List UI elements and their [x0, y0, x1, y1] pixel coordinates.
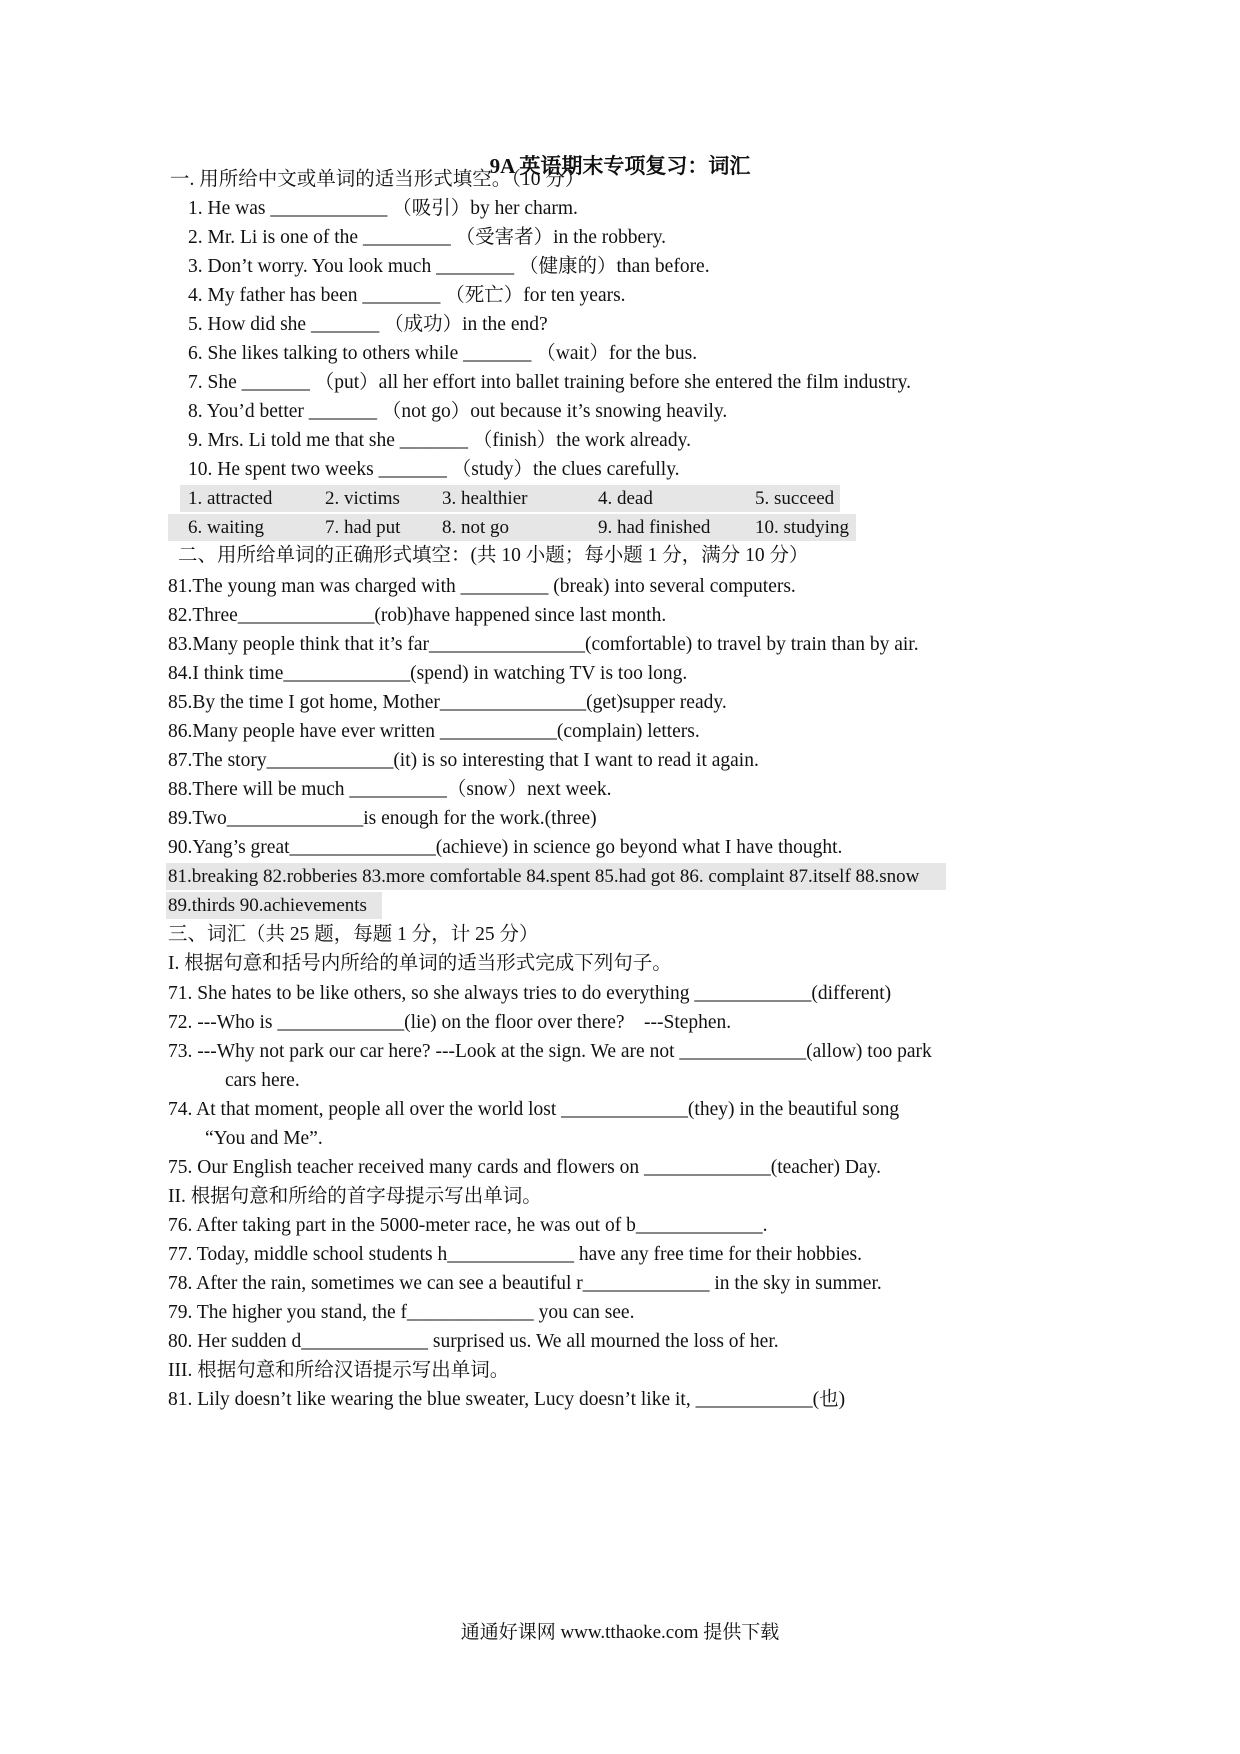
question-line: 7. She _______ （put）all her effort into ballet training before she entered the film industry.	[188, 372, 911, 393]
answer-item: 8. not go	[442, 517, 510, 538]
question-line: 90.Yang’s great_______________(achieve) in science go beyond what I have thought.	[168, 837, 843, 858]
question-line: 72. ---Who is _____________(lie) on the floor over there? ---Stephen.	[168, 1012, 732, 1033]
answer-item: 7. had put	[325, 517, 401, 538]
answer-item: 6. waiting	[188, 517, 264, 538]
page-footer: 通通好课网 www.tthaoke.com 提供下载	[460, 1622, 780, 1643]
section-1-heading: 一. 用所给中文或单词的适当形式填空。（10 分）	[170, 169, 585, 190]
section-2-heading: 二、用所给单词的正确形式填空：(共 10 小题；每小题 1 分，满分 10 分）	[178, 545, 809, 566]
part-3-heading: III. 根据句意和所给汉语提示写出单词。	[168, 1360, 510, 1381]
answer-highlight	[168, 514, 856, 541]
question-line: 10. He spent two weeks _______ （study）the clues carefully.	[188, 459, 680, 480]
section-3-heading: 三、词汇（共 25 题，每题 1 分，计 25 分）	[168, 924, 539, 945]
question-line: 3. Don’t worry. You look much ________ （健康的）than before.	[188, 256, 710, 277]
answer-item: 5. succeed	[755, 488, 835, 509]
answer-line: 81.breaking 82.robberies 83.more comfortable 84.spent 85.had got 86. complaint 87.itself 88.snow	[168, 866, 920, 887]
question-line: 9. Mrs. Li told me that she _______ （finish）the work already.	[188, 430, 691, 451]
page-title: 9A 英语期末专项复习：词汇	[489, 154, 751, 178]
question-line: 87.The story_____________(it) is so interesting that I want to read it again.	[168, 750, 759, 771]
question-line: 73. ---Why not park our car here? ---Look at the sign. We are not _____________(allow) too park	[168, 1041, 932, 1062]
question-line: 74. At that moment, people all over the world lost _____________(they) in the beautiful song	[168, 1099, 900, 1120]
answer-item: 2. victims	[325, 488, 400, 509]
question-line: 89.Two______________is enough for the work.(three)	[168, 808, 597, 829]
answer-item: 1. attracted	[188, 488, 273, 509]
answer-item: 4. dead	[598, 488, 653, 509]
question-line: 85.By the time I got home, Mother_______________(get)supper ready.	[168, 692, 727, 713]
question-line: 4. My father has been ________ （死亡）for ten years.	[188, 285, 626, 306]
question-line: 82.Three______________(rob)have happened since last month.	[168, 605, 667, 626]
question-line: 78. After the rain, sometimes we can see a beautiful r_____________ in the sky in summer.	[168, 1273, 882, 1294]
question-line: 79. The higher you stand, the f_____________ you can see.	[168, 1302, 635, 1323]
part-1-heading: I. 根据句意和括号内所给的单词的适当形式完成下列句子。	[168, 953, 672, 974]
question-line: 8. You’d better _______ （not go）out because it’s snowing heavily.	[188, 401, 728, 422]
question-line: 76. After taking part in the 5000-meter race, he was out of b_____________.	[168, 1215, 768, 1236]
question-line: 6. She likes talking to others while _______ （wait）for the bus.	[188, 343, 698, 364]
question-line: 2. Mr. Li is one of the _________ （受害者）in the robbery.	[188, 227, 667, 248]
question-line: 1. He was ____________ （吸引）by her charm.	[188, 198, 578, 219]
answer-item: 10. studying	[755, 517, 849, 538]
answer-item: 9. had finished	[598, 517, 711, 538]
question-line: 88.There will be much __________（snow）next week.	[168, 779, 612, 800]
question-line-continued: cars here.	[225, 1070, 300, 1091]
question-line: 77. Today, middle school students h_____________ have any free time for their hobbies.	[168, 1244, 863, 1265]
answer-line: 89.thirds 90.achievements	[168, 895, 367, 916]
question-line: 86.Many people have ever written ____________(complain) letters.	[168, 721, 700, 742]
question-line: 71. She hates to be like others, so she always tries to do everything ____________(different)	[168, 983, 892, 1004]
question-line: 83.Many people think that it’s far________________(comfortable) to travel by train than by air.	[168, 634, 919, 655]
question-line-continued: “You and Me”.	[205, 1128, 323, 1149]
question-line: 5. How did she _______ （成功）in the end?	[188, 314, 548, 335]
question-line: 81.The young man was charged with _________ (break) into several computers.	[168, 576, 796, 597]
question-line: 75. Our English teacher received many cards and flowers on _____________(teacher) Day.	[168, 1157, 881, 1178]
question-line: 84.I think time_____________(spend) in watching TV is too long.	[168, 663, 688, 684]
question-line: 81. Lily doesn’t like wearing the blue sweater, Lucy doesn’t like it, ____________(也)	[168, 1389, 846, 1410]
question-line: 80. Her sudden d_____________ surprised us. We all mourned the loss of her.	[168, 1331, 779, 1352]
part-2-heading: II. 根据句意和所给的首字母提示写出单词。	[168, 1186, 542, 1207]
answer-item: 3. healthier	[442, 488, 528, 509]
